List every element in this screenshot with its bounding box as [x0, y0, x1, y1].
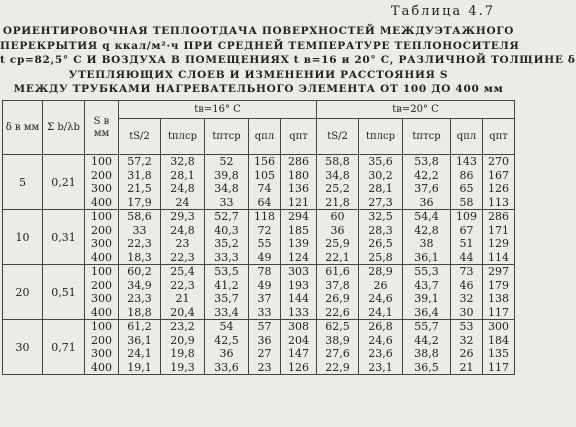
table-value: 24,6 — [368, 292, 393, 305]
table-value: 26,5 — [368, 237, 393, 250]
table-value: 43,7 — [414, 278, 439, 292]
spacing-value: 100 — [91, 320, 112, 333]
table-value: 35,2 — [214, 237, 239, 250]
table-value: 36,5 — [414, 360, 439, 374]
table-value: 58,6 — [127, 210, 152, 223]
table-value: 27,6 — [325, 347, 350, 360]
table-value: 58,8 — [325, 155, 350, 168]
value-cell — [161, 210, 205, 265]
value-cell — [161, 265, 205, 320]
table-value: 46 — [459, 278, 474, 292]
table-value: 27,3 — [368, 195, 393, 209]
sigma-cell: 0,71 — [43, 320, 85, 375]
table-value: 21,5 — [127, 182, 152, 195]
table-value: 25,2 — [325, 182, 350, 195]
table-value: 129 — [488, 237, 510, 250]
table-value: 60 — [330, 210, 345, 223]
table-value: 32,5 — [368, 210, 393, 223]
table-value: 144 — [288, 292, 309, 305]
table-value: 37 — [257, 292, 272, 305]
table-value: 28,1 — [170, 168, 195, 182]
table-value: 57,2 — [127, 155, 152, 168]
table-value: 36,1 — [127, 333, 152, 347]
value-cell — [403, 210, 451, 265]
header-qpl: qпл — [451, 119, 483, 155]
table-value: 36 — [330, 223, 345, 237]
table-value: 180 — [288, 168, 309, 182]
table-value: 171 — [488, 223, 510, 237]
table-value: 32,8 — [170, 155, 195, 168]
table-value: 147 — [288, 347, 309, 360]
table-value: 23 — [257, 360, 272, 374]
table-value: 22,1 — [325, 250, 350, 264]
spacing-value: 300 — [91, 347, 112, 360]
table-value: 143 — [456, 155, 478, 168]
table-value: 36 — [219, 347, 234, 360]
table-value: 35,7 — [214, 292, 239, 305]
table-value: 53,5 — [214, 265, 239, 278]
table-value: 54 — [219, 320, 234, 333]
table-value: 21 — [459, 360, 474, 374]
value-cell — [317, 265, 359, 320]
table-value: 33,6 — [214, 360, 239, 374]
table-value: 31,8 — [127, 168, 152, 182]
table-value: 32 — [459, 333, 474, 347]
value-cell — [359, 155, 403, 210]
table-value: 22,6 — [325, 305, 350, 319]
table-value: 40,3 — [214, 223, 239, 237]
table-value: 117 — [488, 360, 510, 374]
value-cell — [119, 210, 161, 265]
delta-cell: 5 — [3, 155, 43, 210]
table-value: 167 — [488, 168, 510, 182]
sigma-cell: 0,21 — [43, 155, 85, 210]
table-value: 52 — [219, 155, 234, 168]
table-value: 65 — [459, 182, 474, 195]
table-value: 55,3 — [414, 265, 439, 278]
value-cell — [249, 210, 281, 265]
title-line: ПЕРЕКРЫТИЯ q ккал/м²·ч ПРИ СРЕДНЕЙ ТЕМПЕРАТУРЕ ТЕПЛОНОСИТЕЛЯ — [0, 39, 520, 52]
value-cell — [249, 320, 281, 375]
table-value: 204 — [288, 333, 309, 347]
table-value: 21,8 — [325, 195, 350, 209]
table-value: 133 — [288, 305, 309, 319]
table-value: 22,3 — [170, 250, 195, 264]
delta-cell: 30 — [3, 320, 43, 375]
table-value: 118 — [254, 210, 275, 223]
table-value: 26 — [459, 347, 474, 360]
table-value: 286 — [488, 210, 510, 223]
table-value: 26,8 — [368, 320, 393, 333]
spacing-value: 200 — [91, 168, 112, 182]
table-value: 193 — [288, 278, 309, 292]
table-value: 23,2 — [170, 320, 195, 333]
table-value: 138 — [488, 292, 510, 305]
value-cell — [119, 155, 161, 210]
table-value: 53 — [459, 320, 474, 333]
value-cell — [205, 265, 249, 320]
table-value: 23,3 — [127, 292, 152, 305]
spacing-value: 100 — [91, 265, 112, 278]
value-cell — [205, 320, 249, 375]
table-value: 33,3 — [214, 250, 239, 264]
table-value: 24,1 — [127, 347, 152, 360]
table-value: 49 — [257, 278, 272, 292]
table-value: 27 — [257, 347, 272, 360]
table-value: 18,8 — [127, 305, 152, 319]
table-value: 286 — [288, 155, 309, 168]
table-value: 39,8 — [214, 168, 239, 182]
table-value: 62,5 — [325, 320, 350, 333]
table-value: 23,1 — [368, 360, 393, 374]
header-group-16: tв=16° С — [119, 101, 317, 119]
table-value: 25,9 — [325, 237, 350, 250]
table-value: 36,1 — [414, 250, 439, 264]
sigma-cell: 0,31 — [43, 210, 85, 265]
table-value: 58 — [459, 195, 474, 209]
table-value: 126 — [488, 182, 510, 195]
delta-cell: 20 — [3, 265, 43, 320]
table-value: 135 — [488, 347, 510, 360]
value-cell — [317, 320, 359, 375]
value-cell — [161, 320, 205, 375]
table-value: 52,7 — [214, 210, 239, 223]
table-row — [3, 210, 515, 265]
table-value: 36 — [257, 333, 272, 347]
value-cell — [403, 265, 451, 320]
sigma-cell: 0,51 — [43, 265, 85, 320]
spacing-value: 400 — [91, 305, 112, 319]
header-group-20: tв=20° С — [317, 101, 515, 119]
table-value: 61,2 — [127, 320, 152, 333]
table-value: 39,1 — [414, 292, 439, 305]
spacing-value: 200 — [91, 223, 112, 237]
table-value: 21 — [175, 292, 190, 305]
table-value: 117 — [488, 305, 510, 319]
header-tpt: tптср — [205, 119, 249, 155]
value-cell — [359, 265, 403, 320]
table-value: 22,9 — [325, 360, 350, 374]
spacing-cell — [85, 210, 119, 265]
spacing-value: 100 — [91, 155, 112, 168]
table-body — [3, 155, 515, 375]
title-line: t ср=82,5° С И ВОЗДУХА В ПОМЕЩЕНИЯХ t в=16 и 20° С, РАЗЛИЧНОЙ ТОЛЩИНЕ δ — [0, 54, 576, 66]
table-value: 179 — [488, 278, 510, 292]
table-value: 34,8 — [214, 182, 239, 195]
table-value: 64 — [257, 195, 272, 209]
table-value: 17,9 — [127, 195, 152, 209]
table-value: 42,8 — [414, 223, 439, 237]
value-cell — [359, 210, 403, 265]
table-value: 44 — [459, 250, 474, 264]
table-value: 300 — [488, 320, 510, 333]
table-number: Таблица 4.7 — [390, 4, 495, 19]
table-value: 23 — [175, 237, 190, 250]
table-value: 121 — [288, 195, 309, 209]
table-value: 139 — [288, 237, 309, 250]
header-sigma: Σ b/λb — [43, 101, 85, 155]
table-value: 23,6 — [368, 347, 393, 360]
header-tpt: tптср — [403, 119, 451, 155]
value-cell — [317, 155, 359, 210]
value-cell — [451, 210, 483, 265]
table-value: 105 — [254, 168, 275, 182]
spacing-value: 300 — [91, 292, 112, 305]
table-value: 33,4 — [214, 305, 239, 319]
header-qpt: qпт — [483, 119, 515, 155]
table-value: 22,3 — [127, 237, 152, 250]
table-value: 32 — [459, 292, 474, 305]
table-value: 73 — [459, 265, 474, 278]
value-cell — [119, 320, 161, 375]
spacing-value: 200 — [91, 278, 112, 292]
value-cell — [317, 210, 359, 265]
table-value: 44,2 — [414, 333, 439, 347]
table-value: 156 — [254, 155, 275, 168]
value-cell — [281, 265, 317, 320]
table-value: 34,8 — [325, 168, 350, 182]
title-line: УТЕПЛЯЮЩИХ СЛОЕВ И ИЗМЕНЕНИИ РАССТОЯНИЯ S — [68, 68, 449, 81]
table-row — [3, 320, 515, 375]
value-cell — [119, 265, 161, 320]
value-cell — [451, 265, 483, 320]
table-value: 28,3 — [368, 223, 393, 237]
table-value: 124 — [288, 250, 309, 264]
table-value: 270 — [488, 155, 510, 168]
value-cell — [483, 210, 515, 265]
spacing-cell — [85, 265, 119, 320]
header-s: S в мм — [85, 101, 119, 155]
table-value: 86 — [459, 168, 474, 182]
table-value: 41,2 — [214, 278, 239, 292]
table-value: 30 — [459, 305, 474, 319]
table-value: 26,9 — [325, 292, 350, 305]
value-cell — [205, 210, 249, 265]
table-value: 38,8 — [414, 347, 439, 360]
value-cell — [281, 155, 317, 210]
table-value: 49 — [257, 250, 272, 264]
header-tpl: tплср — [359, 119, 403, 155]
table-value: 297 — [488, 265, 510, 278]
table-value: 25,4 — [170, 265, 195, 278]
value-cell — [403, 155, 451, 210]
table-value: 29,3 — [170, 210, 195, 223]
value-cell — [359, 320, 403, 375]
value-cell — [281, 210, 317, 265]
table-value: 61,6 — [325, 265, 350, 278]
table-value: 55 — [257, 237, 272, 250]
table-value: 126 — [288, 360, 309, 374]
delta-cell: 10 — [3, 210, 43, 265]
table-value: 55,7 — [414, 320, 439, 333]
table-value: 33 — [219, 195, 234, 209]
table-value: 19,8 — [170, 347, 195, 360]
table-value: 308 — [288, 320, 309, 333]
spacing-value: 200 — [91, 333, 112, 347]
table-value: 22,3 — [170, 278, 195, 292]
table-value: 72 — [257, 223, 272, 237]
table-value: 74 — [257, 182, 272, 195]
table-value: 36 — [419, 195, 434, 209]
table-value: 294 — [288, 210, 309, 223]
value-cell — [403, 320, 451, 375]
table-row — [3, 155, 515, 210]
table-value: 54,4 — [414, 210, 439, 223]
table-value: 78 — [257, 265, 272, 278]
header-qpl: qпл — [249, 119, 281, 155]
value-cell — [483, 320, 515, 375]
table-value: 185 — [288, 223, 309, 237]
header-qpt: qпт — [281, 119, 317, 155]
header-tpl: tплср — [161, 119, 205, 155]
table-value: 42,2 — [414, 168, 439, 182]
value-cell — [483, 155, 515, 210]
heat-output-table — [2, 100, 515, 375]
spacing-cell — [85, 320, 119, 375]
table-value: 184 — [488, 333, 510, 347]
table-value: 20,4 — [170, 305, 195, 319]
table-value: 24,1 — [368, 305, 393, 319]
table-value: 33 — [132, 223, 147, 237]
value-cell — [205, 155, 249, 210]
spacing-value: 400 — [91, 250, 112, 264]
value-cell — [451, 155, 483, 210]
spacing-value: 300 — [91, 182, 112, 195]
table-value: 114 — [488, 250, 510, 264]
title-line: ОРИЕНТИРОВОЧНАЯ ТЕПЛООТДАЧА ПОВЕРХНОСТЕЙ МЕЖДУЭТАЖНОГО — [2, 25, 515, 37]
value-cell — [249, 155, 281, 210]
table-value: 37,6 — [414, 182, 439, 195]
spacing-cell — [85, 155, 119, 210]
table-value: 42,5 — [214, 333, 239, 347]
table-value: 19,3 — [170, 360, 195, 374]
table-value: 18,3 — [127, 250, 152, 264]
table-value: 38,9 — [325, 333, 350, 347]
table-value: 24,8 — [170, 223, 195, 237]
table-value: 19,1 — [127, 360, 152, 374]
table-value: 51 — [459, 237, 474, 250]
table-value: 36,4 — [414, 305, 439, 319]
table-row — [3, 265, 515, 320]
table-value: 24,8 — [170, 182, 195, 195]
table-title — [0, 24, 576, 97]
header-ts2: tS/2 — [317, 119, 359, 155]
table-value: 113 — [488, 195, 510, 209]
table-value: 28,9 — [368, 265, 393, 278]
value-cell — [281, 320, 317, 375]
table-value: 38 — [419, 237, 434, 250]
table-value: 37,8 — [325, 278, 350, 292]
table-value: 24,6 — [368, 333, 393, 347]
table-value: 30,2 — [368, 168, 393, 182]
header-ts2: tS/2 — [119, 119, 161, 155]
table-value: 109 — [456, 210, 478, 223]
table-value: 34,9 — [127, 278, 152, 292]
table-value: 26 — [373, 278, 388, 292]
value-cell — [483, 265, 515, 320]
value-cell — [249, 265, 281, 320]
value-cell — [451, 320, 483, 375]
title-line: МЕЖДУ ТРУБКАМИ НАГРЕВАТЕЛЬНОГО ЭЛЕМЕНТА ОТ 100 ДО 400 мм — [13, 83, 504, 95]
table-value: 57 — [257, 320, 272, 333]
table-value: 136 — [288, 182, 309, 195]
spacing-value: 400 — [91, 195, 112, 209]
table-value: 303 — [288, 265, 309, 278]
table-value: 24 — [175, 195, 190, 209]
header-delta: δ в мм — [3, 101, 43, 155]
table-value: 60,2 — [127, 265, 152, 278]
table-value: 33 — [257, 305, 272, 319]
table-value: 25,8 — [368, 250, 393, 264]
spacing-value: 400 — [91, 360, 112, 374]
table-value: 53,8 — [414, 155, 439, 168]
spacing-value: 300 — [91, 237, 112, 250]
table-value: 67 — [459, 223, 474, 237]
table-value: 35,6 — [368, 155, 393, 168]
value-cell — [161, 155, 205, 210]
table-value: 28,1 — [368, 182, 393, 195]
table-value: 20,9 — [170, 333, 195, 347]
spacing-value: 100 — [91, 210, 112, 223]
